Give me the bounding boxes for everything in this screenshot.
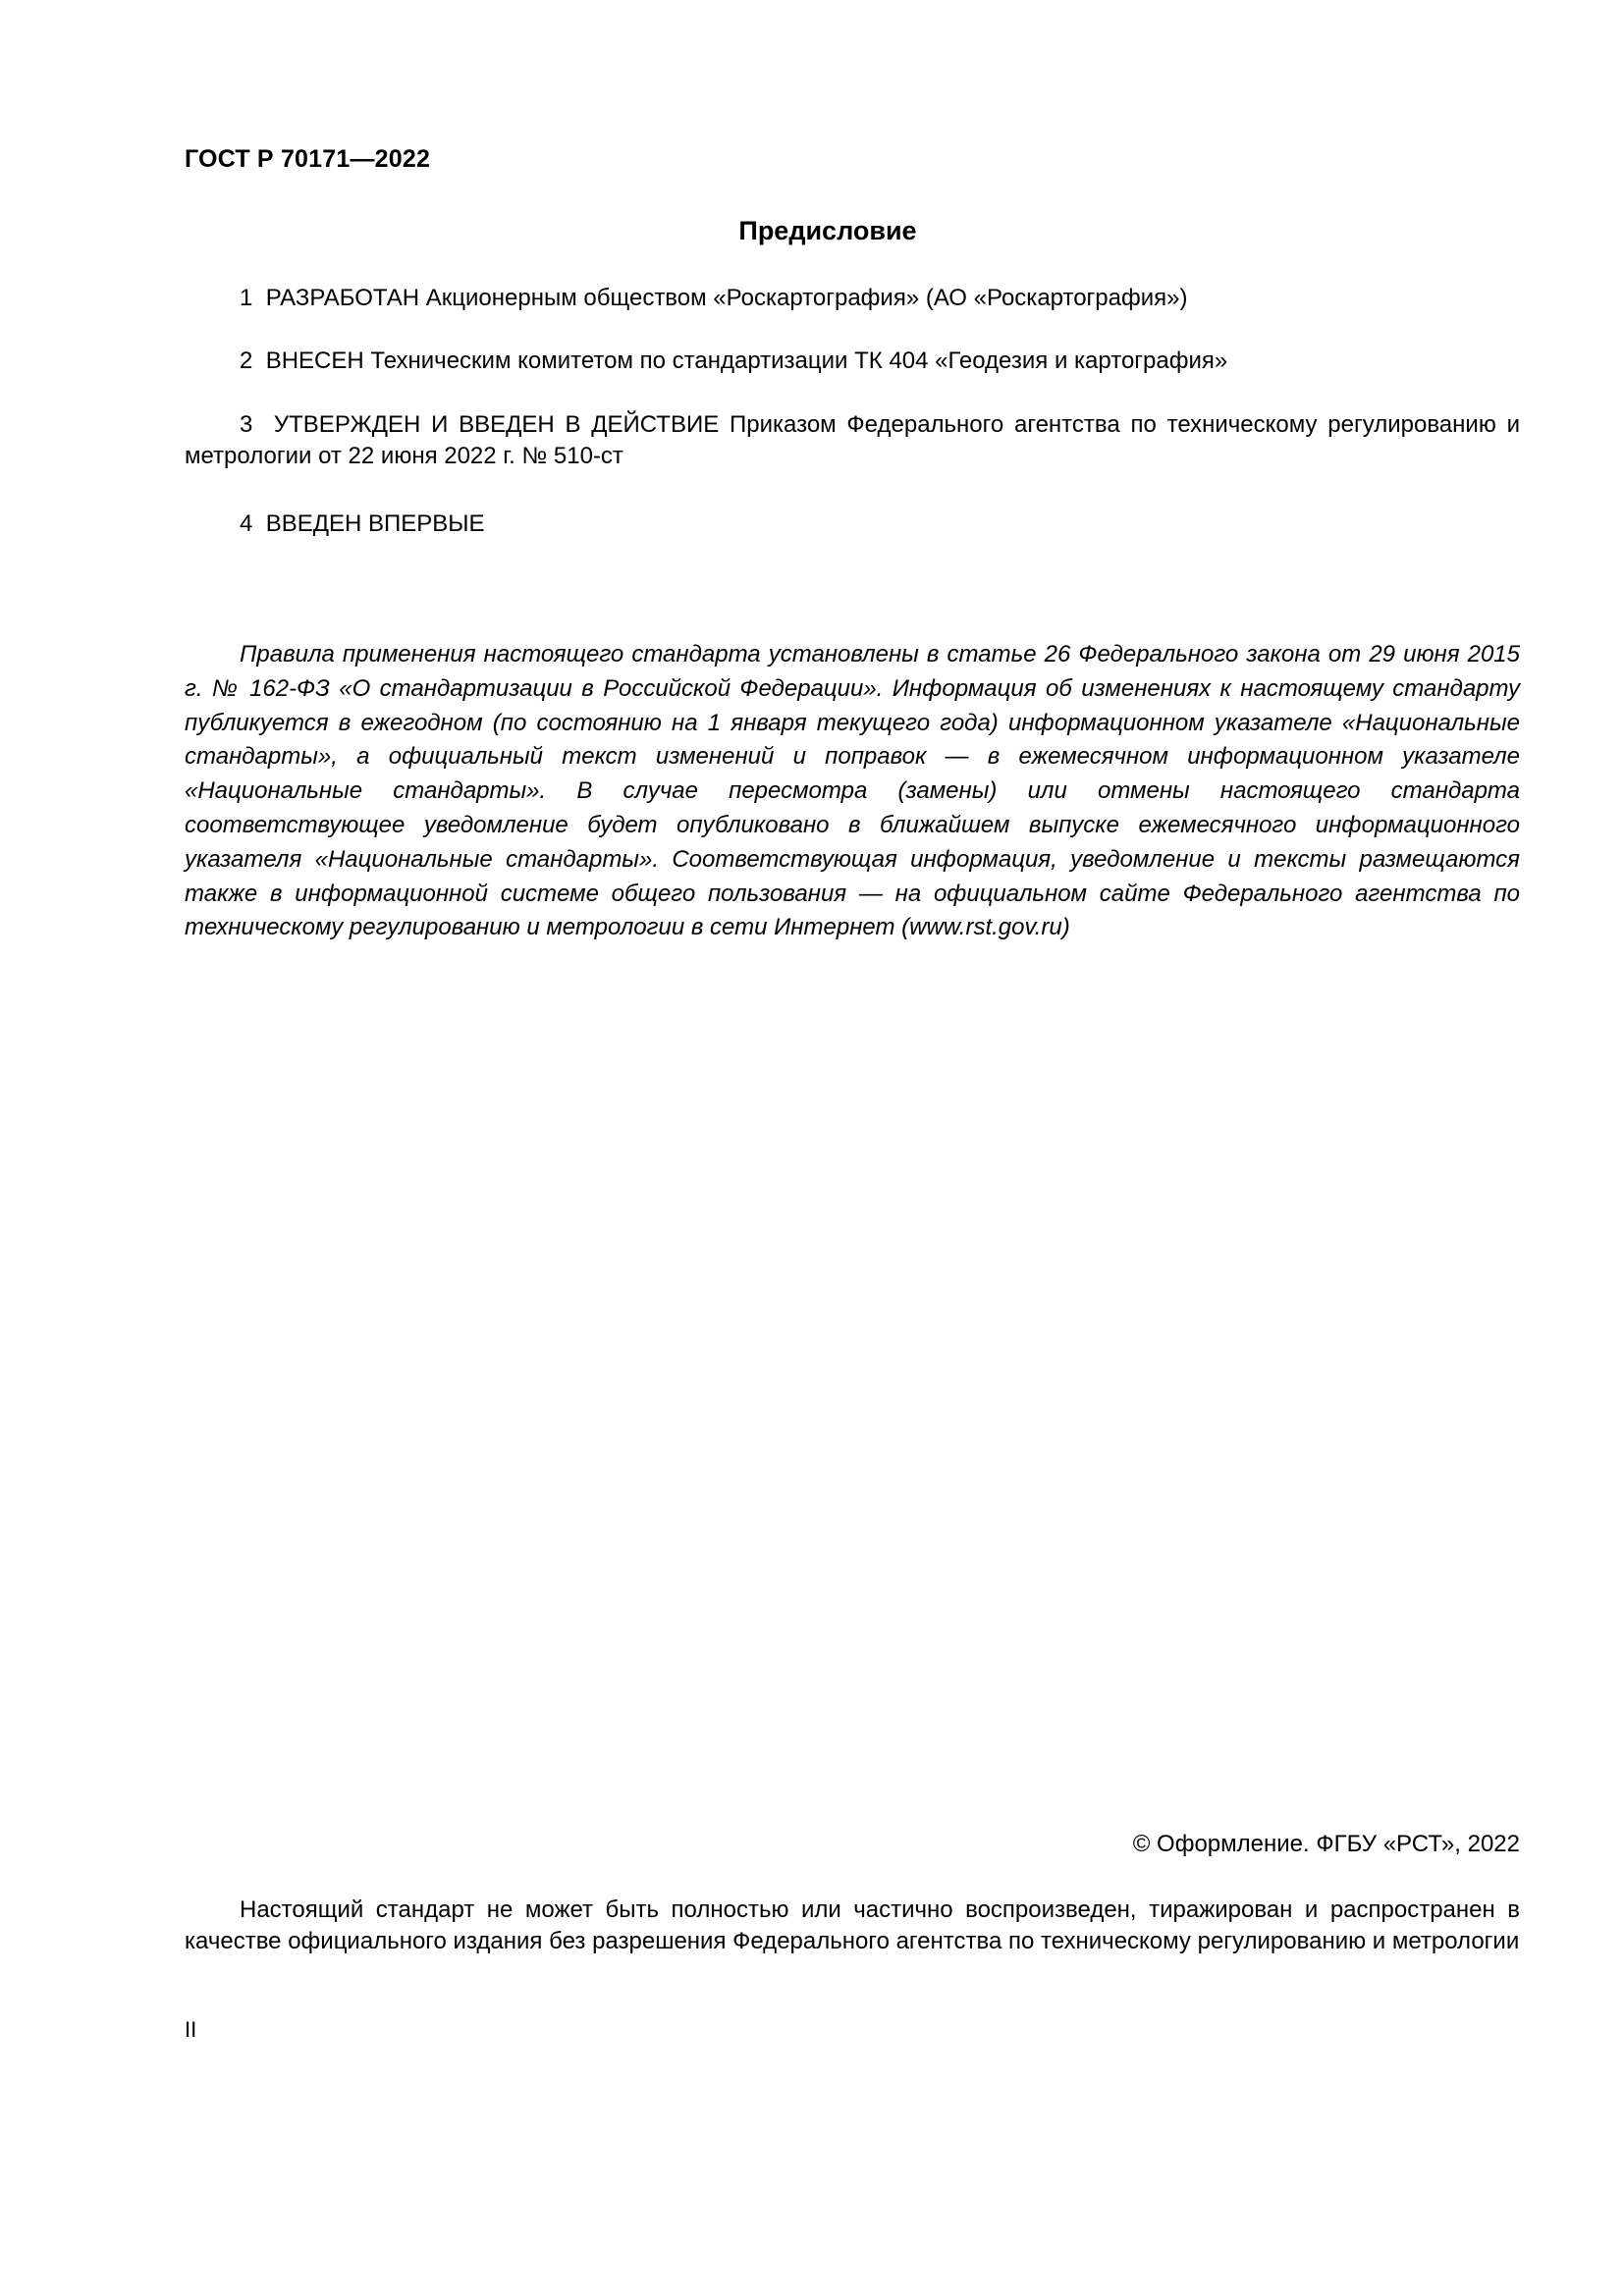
clause-4-text: ВВЕДЕН ВПЕРВЫЕ	[265, 510, 485, 537]
clause-3-number: 3	[240, 411, 253, 438]
clause-4	[185, 508, 1520, 540]
application-rules-paragraph: Правила применения настоящего стандарта установлены в статье 26 Федерального закона от 29 июня 2015 г. № 162-ФЗ «О стандартизации в Российской Федерации». Информация об изменениях к настоящему стандарту публикуется в ежегодном (по состоянию на 1 января текущего года) информационном указателе «Национальные стандарты», а официальный текст изменений и поправок — в ежемесячном информационном указателе «Национальные стандарты». В случае пересмотра (замены) или отмены настоящего стандарта соответствующее уведомление будет опубликовано в ближайшем выпуске ежемесячного информационного указателя «Национальные стандарты». Соответствующая информация, уведомление и тексты размещаются также в информационной системе общего пользования — на официальном сайте Федерального агентства по техническому регулированию и метрологии в сети Интернет (www.rst.gov.ru)	[185, 641, 1520, 941]
clause-3	[185, 409, 1520, 471]
clause-1	[185, 283, 1520, 314]
clause-2-text: ВНЕСЕН Техническим комитетом по стандартизации ТК 404 «Геодезия и картография»	[265, 347, 1228, 374]
page-title: Предисловие	[738, 216, 917, 245]
clause-3-text: УТВЕРЖДЕН И ВВЕДЕН В ДЕЙСТВИЕ Приказом Федерального агентства по техническому регулированию и метрологии от 22 июня 2022 г. № 510-ст	[185, 411, 1520, 469]
clause-1-text: РАЗРАБОТАН Акционерным обществом «Роскартография» (АО «Роскартография»)	[265, 285, 1188, 311]
copyright-line: © Оформление. ФГБУ «РСТ», 2022	[1132, 1831, 1520, 1857]
clause-4-number: 4	[240, 510, 253, 537]
clause-1-number: 1	[240, 285, 253, 311]
standard-code-header: ГОСТ Р 70171—2022	[185, 145, 431, 173]
clause-2-number: 2	[240, 347, 253, 374]
reproduction-notice: Настоящий стандарт не может быть полностью или частично воспроизведен, тиражирован и распространен в качестве официального издания без разрешения Федерального агентства по техническому регулированию и метрологии	[185, 1896, 1520, 1955]
clause-2	[185, 346, 1520, 377]
page-content	[185, 0, 1520, 2296]
page-number: II	[185, 2017, 197, 2042]
